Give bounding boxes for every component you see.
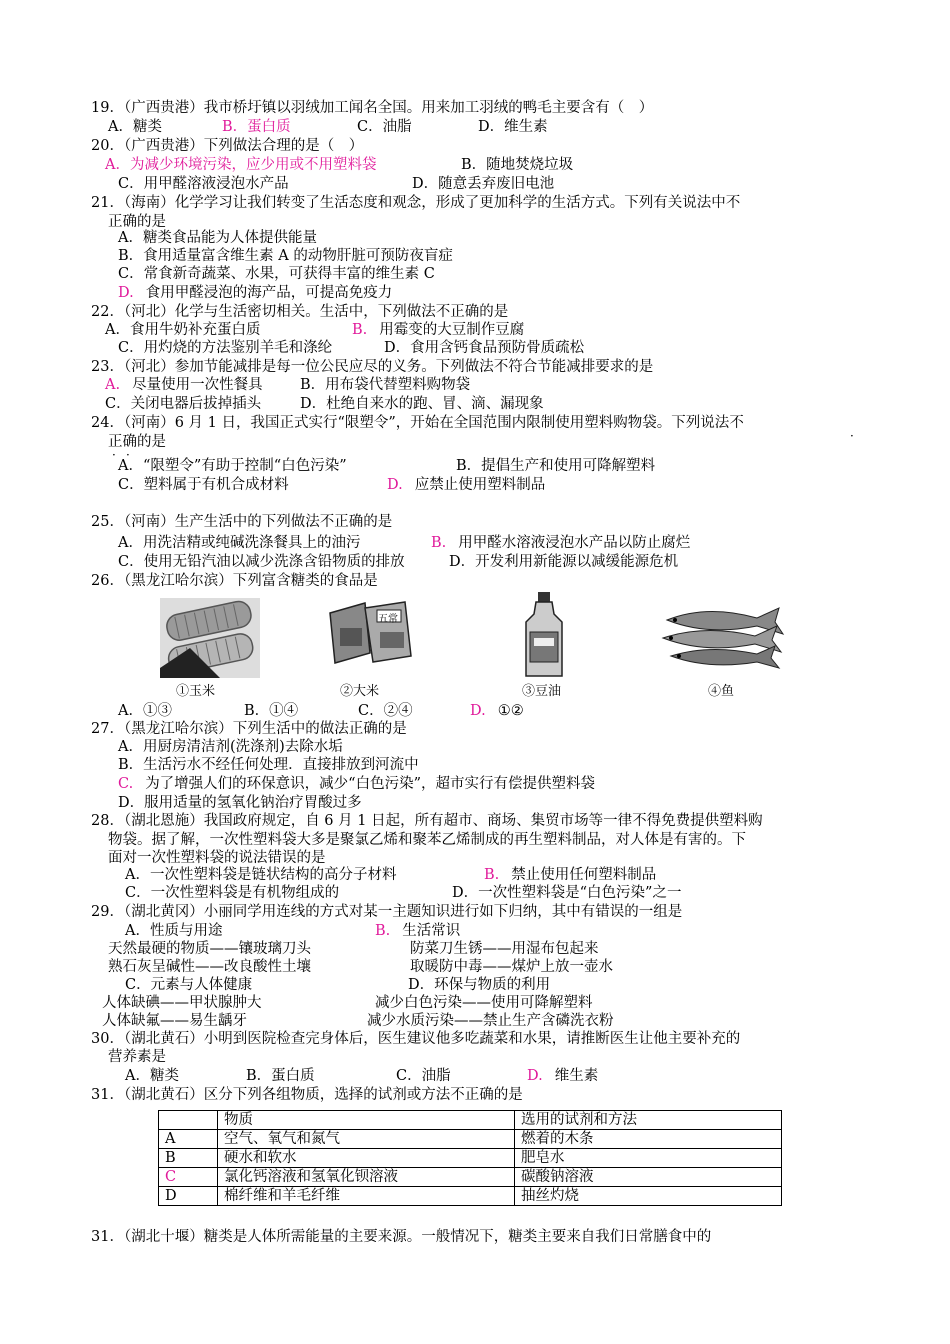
q29-group-c-title: C．元素与人体健康 [125, 977, 253, 993]
q24-option-b: B．提倡生产和使用可降解塑料 [456, 458, 656, 474]
q29-a-item1: 天然最硬的物质——镶玻璃刀头 [108, 941, 311, 957]
q26-option-a: A．①③ [118, 703, 172, 719]
oil-caption: ③豆油 [522, 684, 562, 699]
q26-option-b: B．①④ [244, 703, 299, 719]
q21-option-a: A．糖类食品能为人体提供能量 [118, 230, 317, 246]
options-table [158, 1110, 782, 1206]
q30-option-d-text: 维生素 [554, 1068, 599, 1084]
q20-option-b: B．随地焚烧垃圾 [461, 157, 574, 173]
fish-caption: ④鱼 [708, 684, 735, 699]
rice-caption: ②大米 [340, 684, 380, 699]
table-header-cell: 物质 [218, 1111, 515, 1130]
q28-stem-line3: 面对一次性塑料袋的说法错误的是 [108, 850, 326, 866]
q29-group-d-title: D．环保与物质的利用 [408, 977, 551, 993]
q23-option-a [105, 376, 263, 394]
emphasis-dot: · [126, 448, 130, 462]
q21-option-d-text: 食用甲醛浸泡的海产品，可提高免疫力 [145, 285, 393, 301]
q22-stem: 22．（河北）化学与生活密切相关。生活中，下列做法不正确的是 [91, 304, 509, 320]
q19-option-a: A．糖类 [108, 119, 162, 135]
q29-d-item2: 减少水质污染——禁止生产含磷洗衣粉 [367, 1013, 614, 1029]
q29-a-item2: 熟石灰呈碱性——改良酸性土壤 [108, 959, 311, 975]
q24-stem-line1 [91, 414, 744, 432]
q24-option-d-letter: D. [387, 477, 403, 493]
q28-stem-line1: 28．（湖北恩施）我国政府规定，自 6 月 1 日起，所有超市、商场、集贸市场等一律不得免费提供塑料购 [91, 813, 763, 829]
q25-option-b [431, 534, 690, 552]
q27-option-c [118, 775, 595, 793]
q19-option-b: B．蛋白质 [222, 119, 291, 135]
q28-option-d: D．一次性塑料袋是“白色污染”之一 [452, 885, 682, 901]
table-cell-substance: 氯化钙溶液和氢氧化钡溶液 [218, 1168, 515, 1187]
q21-stem-line1: 21．（海南）化学学习让我们转变了生活态度和观念，形成了更加科学的生活方式。下列有关说法中不 [91, 195, 741, 211]
q23-option-c: C．关闭电器后拔掉插头 [105, 396, 262, 412]
q22-option-d: D．食用含钙食品预防骨质疏松 [384, 340, 585, 356]
table-cell-method: 燃着的木条 [515, 1130, 782, 1149]
q29-c-item1: 人体缺碘——甲状腺肿大 [102, 995, 262, 1011]
q23-stem: 23．（河北）参加节能减排是每一位公民应尽的义务。下列做法不符合节能减排要求的是 [91, 359, 654, 375]
table-cell-substance: 棉纤维和羊毛纤维 [218, 1187, 515, 1206]
q29-stem: 29．（湖北黄冈）小丽同学用连线的方式对某一主题知识进行如下归纳，其中有错误的一组是 [91, 904, 683, 920]
q24-option-d-text: 应禁止使用塑料制品 [414, 477, 546, 493]
q25-stem: 25．（河南）生产生活中的下列做法不正确的是 [91, 514, 393, 530]
q22-option-b-text: 用霉变的大豆制作豆腐 [379, 322, 525, 338]
q28-option-c: C．一次性塑料袋是有机物组成的 [125, 885, 340, 901]
q28-option-b-letter: B. [484, 867, 500, 883]
q29-group-a-title: A．性质与用途 [125, 923, 223, 939]
q24-stem-line1-text: 24．（河南）6 月 1 日，我国正式实行“限塑令”，开始在全国范围内限制使用塑料购物袋。下列说法 [91, 415, 730, 431]
q24-option-a: A．“限塑令”有助于控制“白色污染” [118, 458, 347, 474]
q28-option-b-text: 禁止使用任何塑料制品 [511, 867, 657, 883]
corn-caption: ①玉米 [176, 684, 216, 699]
q29-b-item2: 取暖防中毒——煤炉上放一壶水 [410, 959, 613, 975]
q27-option-a: A．用厨房清洁剂(洗涤剂)去除水垢 [118, 739, 343, 755]
q26-stem: 26．（黑龙江哈尔滨）下列富含糖类的食品是 [91, 573, 378, 589]
q29-d-item1: 减少白色污染——使用可降解塑料 [375, 995, 593, 1011]
q28-option-b [484, 866, 656, 884]
q29-c-item2: 人体缺氟——易生龋牙 [102, 1013, 247, 1029]
q26-option-d [470, 702, 524, 720]
q22-option-b-letter: B. [352, 322, 368, 338]
q21-option-b: B．食用适量富含维生素 A 的动物肝脏可预防夜盲症 [118, 248, 453, 264]
q25-option-b-letter: B. [431, 535, 447, 551]
table-cell-letter-answer: C [159, 1168, 218, 1187]
q19-stem: 19．（广西贵港）我市桥圩镇以羽绒加工闻名全国。用来加工羽绒的鸭毛主要含有（ ） [91, 100, 654, 116]
table-header-row [159, 1111, 782, 1130]
table-cell-letter: A [159, 1130, 218, 1149]
table-row [159, 1168, 782, 1187]
q30-stem-line2: 营养素是 [108, 1049, 166, 1065]
q31b-stem: 31．（湖北十堰）糖类是人体所需能量的主要来源。一般情况下，糖类主要来自我们日常膳食中的 [91, 1229, 712, 1245]
emphasis-dot: · [112, 448, 116, 462]
q24-stem-emphasis-bu: 不 [729, 415, 744, 431]
corn-image [160, 598, 260, 678]
rice-image [325, 598, 415, 670]
q20-stem: 20．（广西贵港）下列做法合理的是（ ） [91, 138, 364, 154]
q20-option-c: C．用甲醛溶液浸泡水产品 [118, 176, 289, 192]
q27-option-b: B．生活污水不经任何处理．直接排放到河流中 [118, 757, 419, 773]
q22-option-a: A．食用牛奶补充蛋白质 [105, 322, 261, 338]
emphasis-dot: · [850, 429, 854, 443]
table-cell-method: 抽丝灼烧 [515, 1187, 782, 1206]
q30-option-a: A．糖类 [125, 1068, 179, 1084]
table-cell-letter: B [159, 1149, 218, 1168]
q24-stem-line2: 正确的是 [108, 434, 166, 450]
table-cell-substance: 空气、氧气和氮气 [218, 1130, 515, 1149]
q30-option-c: C．油脂 [396, 1068, 451, 1084]
q20-option-a: A．为减少环境污染，应少用或不用塑料袋 [105, 157, 377, 173]
table-cell-method: 碳酸钠溶液 [515, 1168, 782, 1187]
q25-option-a: A．用洗洁精或纯碱洗涤餐具上的油污 [118, 535, 361, 551]
q19-option-c: C．油脂 [357, 119, 412, 135]
q21-option-d [118, 284, 392, 302]
q24-option-d [387, 476, 545, 494]
q23-option-a-text: 尽量使用一次性餐具 [132, 377, 263, 393]
table-cell-letter: D [159, 1187, 218, 1206]
q25-option-b-text: 用甲醛水溶液浸泡水产品以防止腐烂 [458, 535, 691, 551]
q22-option-c: C．用灼烧的方法鉴别羊毛和涤纶 [118, 340, 333, 356]
q26-option-d-text: ①② [497, 703, 524, 719]
q29-group-b-text: 生活常识 [402, 923, 461, 939]
q27-option-c-text: 为了增强人们的环保意识，减少“白色污染”，超市实行有偿提供塑料袋 [145, 776, 596, 792]
q30-stem-line1: 30．（湖北黄石）小明到医院检查完身体后，医生建议他多吃蔬菜和水果，请推断医生让他主要补充的 [91, 1031, 741, 1047]
q22-option-b [352, 321, 524, 339]
q30-option-b: B．蛋白质 [246, 1068, 315, 1084]
q29-group-b-letter: B. [375, 923, 391, 939]
fish-image [657, 606, 787, 672]
table-cell-method: 肥皂水 [515, 1149, 782, 1168]
table-row [159, 1130, 782, 1149]
q24-option-c: C．塑料属于有机合成材料 [118, 477, 289, 493]
q27-option-d: D．服用适量的氢氧化钠治疗胃酸过多 [118, 795, 362, 811]
q21-option-d-letter: D. [118, 285, 134, 301]
table-header-cell [159, 1111, 218, 1130]
q27-stem: 27．（黑龙江哈尔滨）下列生活中的做法正确的是 [91, 721, 407, 737]
rice-bag-label: 五常 [378, 614, 398, 625]
q28-option-a: A．一次性塑料袋是链状结构的高分子材料 [125, 867, 397, 883]
q26-option-d-letter: D. [470, 703, 486, 719]
q27-option-c-letter: C. [118, 776, 134, 792]
table-row [159, 1187, 782, 1206]
table-row [159, 1149, 782, 1168]
oil-image [522, 592, 566, 680]
q21-stem-line2: 正确的是 [108, 214, 166, 230]
q20-option-d: D．随意丢弃废旧电池 [412, 176, 555, 192]
table-header-cell: 选用的试剂和方法 [515, 1111, 782, 1130]
q23-option-a-letter: A. [105, 377, 121, 393]
q29-b-item1: 防菜刀生锈——用湿布包起来 [410, 941, 599, 957]
q21-option-c: C．常食新奇蔬菜、水果，可获得丰富的维生素 C [118, 266, 435, 282]
q28-stem-line2: 物袋。据了解，一次性塑料袋大多是聚氯乙烯和聚苯乙烯制成的再生塑料制品，对人体是有害的。下 [108, 832, 746, 848]
q30-option-d-letter: D. [527, 1068, 543, 1084]
q23-option-b: B．用布袋代替塑料购物袋 [300, 377, 471, 393]
table-cell-substance: 硬水和软水 [218, 1149, 515, 1168]
q23-option-d: D．杜绝自来水的跑、冒、滴、漏现象 [300, 396, 544, 412]
q25-option-c: C．使用无铅汽油以减少洗涤含铅物质的排放 [118, 554, 405, 570]
q26-option-c: C．②④ [358, 703, 413, 719]
q31a-stem: 31．（湖北黄石）区分下列各组物质，选择的试剂或方法不正确的是 [91, 1087, 523, 1103]
q29-group-b-title [375, 922, 460, 940]
q25-option-d: D．开发利用新能源以减缓能源危机 [449, 554, 679, 570]
q30-option-d [527, 1067, 598, 1085]
q19-option-d: D．维生素 [478, 119, 548, 135]
